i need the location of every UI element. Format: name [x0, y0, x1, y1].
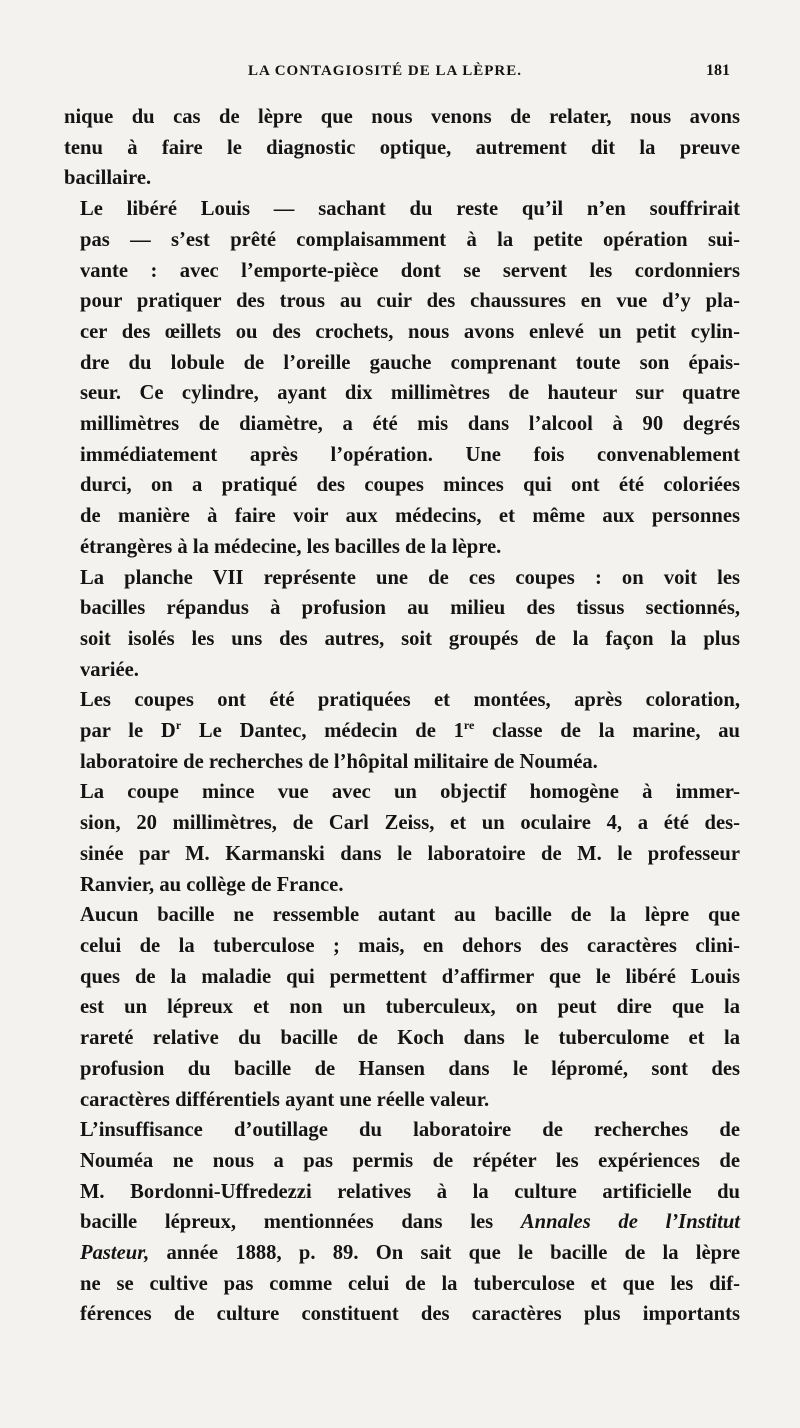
superscript: r [175, 718, 182, 733]
text-line: nique du cas de lèpre que nous venons de relater, nous avons [64, 106, 740, 128]
text-line: La coupe mince vue avec un objectif homogène à immer- [80, 781, 740, 804]
paragraph-2 [64, 194, 740, 562]
text-line: de manière à faire voir aux médecins, et même aux personnes [80, 505, 740, 528]
text-line: Ranvier, au collège de France. [80, 873, 344, 896]
body-text [64, 102, 740, 1330]
text-line: L’insuffisance d’outillage du laboratoire de recherches de [80, 1119, 740, 1142]
text-line: rareté relative du bacille de Koch dans le tuberculome et la [80, 1027, 740, 1050]
paragraph-6 [64, 900, 740, 1115]
text-line: ques de la maladie qui permettent d’affirmer que le libéré Louis [80, 965, 740, 988]
text-segment: année 1888, p. 89. On sait que le bacille de la lèpre [149, 1242, 740, 1265]
text-line: Le libéré Louis — sachant du reste qu’il n’en souffrirait [80, 198, 740, 221]
paragraph-1 [64, 102, 740, 194]
paragraph-4 [64, 685, 740, 777]
journal-title: Pasteur, [80, 1242, 150, 1265]
text-line: dre du lobule de l’oreille gauche comprenant toute son épais- [80, 351, 740, 374]
text-line: celui de la tuberculose ; mais, en dehors des caractères clini- [80, 934, 740, 957]
running-title: LA CONTAGIOSITÉ DE LA LÈPRE. [247, 63, 523, 79]
paragraph-7 [64, 1115, 740, 1330]
text-line [64, 1207, 740, 1238]
text-line: durci, on a pratiqué des coupes minces qui ont été coloriées [80, 474, 740, 497]
text-line: bacillaire. [64, 167, 152, 190]
paragraph-5 [64, 777, 740, 900]
text-segment: bacille lépreux, mentionnées dans les [80, 1211, 494, 1234]
superscript: re [463, 718, 475, 733]
text-segment: par le D [80, 720, 176, 743]
text-line: Nouméa ne nous a pas permis de répéter les expériences de [80, 1149, 740, 1172]
text-line: M. Bordonni-Uffredezzi relatives à la culture artificielle du [80, 1180, 740, 1203]
text-line [64, 716, 740, 747]
journal-title: Annales de l’Institut [520, 1211, 740, 1234]
text-line: profusion du bacille de Hansen dans le lépromé, sont des [80, 1057, 740, 1080]
text-line: seur. Ce cylindre, ayant dix millimètres de hauteur sur quatre [80, 382, 740, 405]
text-line: sinée par M. Karmanski dans le laboratoire de M. le professeur [80, 842, 740, 865]
text-line: est un lépreux et non un tuberculeux, on peut dire que la [80, 996, 740, 1019]
text-line: La planche VII représente une de ces coupes : on voit les [80, 566, 740, 589]
text-line: ne se cultive pas comme celui de la tuberculose et que les dif- [80, 1272, 740, 1295]
text-line: étrangères à la médecine, les bacilles de la lèpre. [80, 535, 502, 558]
text-line: immédiatement après l’opération. Une fois convenablement [80, 443, 740, 466]
text-line [64, 1238, 740, 1269]
text-line: Les coupes ont été pratiquées et montées, après coloration, [80, 689, 740, 712]
page-number: 181 [706, 62, 730, 79]
page-header [64, 62, 730, 88]
text-line: pour pratiquer des trous au cuir des chaussures en vue d’y pla- [80, 290, 740, 313]
text-line: laboratoire de recherches de l’hôpital militaire de Nouméa. [80, 750, 598, 773]
text-segment: classe de la marine, au [474, 720, 740, 743]
text-segment: Le Dantec, médecin de 1 [181, 720, 464, 743]
text-line: férences de culture constituent des caractères plus importants [80, 1303, 740, 1326]
text-line: variée. [80, 658, 139, 681]
text-line: pas — s’est prêté complaisamment à la petite opération sui- [80, 228, 740, 251]
paragraph-3 [64, 563, 740, 686]
text-line: cer des œillets ou des crochets, nous avons enlevé un petit cylin- [80, 320, 740, 343]
text-line: soit isolés les uns des autres, soit groupés de la façon la plus [80, 627, 740, 650]
text-line: sion, 20 millimètres, de Carl Zeiss, et un oculaire 4, a été des- [80, 812, 740, 835]
text-line: caractères différentiels ayant une réelle valeur. [80, 1088, 490, 1111]
text-line: Aucun bacille ne ressemble autant au bacille de la lèpre que [80, 904, 740, 927]
text-line: tenu à faire le diagnostic optique, autrement dit la preuve [64, 136, 740, 159]
text-line: bacilles répandus à profusion au milieu des tissus sectionnés, [80, 597, 740, 620]
text-line: vante : avec l’emporte-pièce dont se servent les cordonniers [80, 259, 740, 282]
text-line: millimètres de diamètre, a été mis dans l’alcool à 90 degrés [80, 413, 740, 436]
